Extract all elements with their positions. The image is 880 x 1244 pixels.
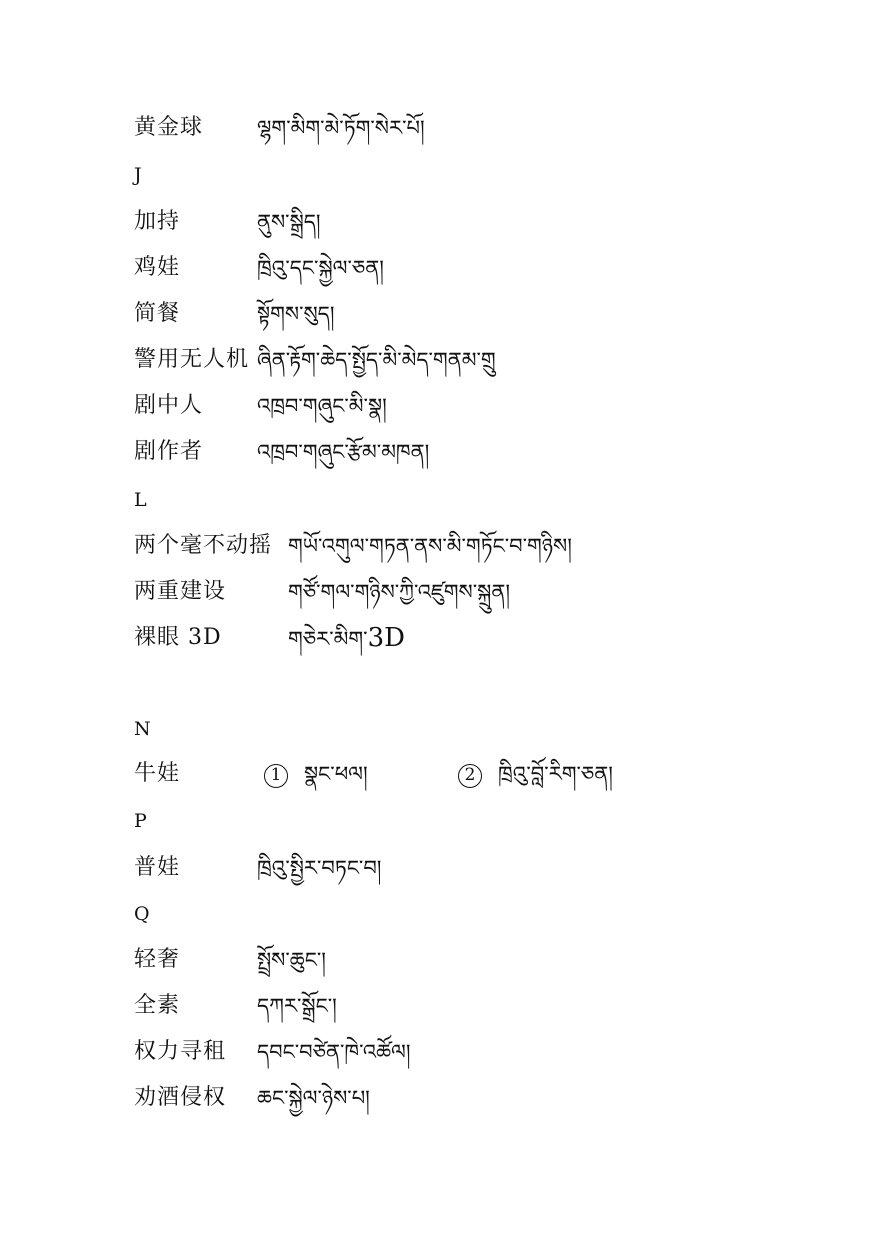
suffix-3d: 3D: [367, 623, 405, 653]
tibetan-translation: ཆང་སྐྱེལ་ཉེས་པ།: [257, 1086, 370, 1110]
section-letter-n: N: [134, 718, 151, 740]
tibetan-translation: གཡོ་འགུལ་གཏན་ནས་མི་གཏོང་བ་གཉིས།: [288, 534, 572, 558]
tibetan-translation: སྟོགས་སུད།: [257, 302, 335, 326]
chinese-term: 牛娃: [134, 761, 181, 786]
section-letter-q: Q: [134, 903, 150, 925]
tibetan-text: གཅེར་མིག་: [288, 627, 368, 651]
section-letter-j: J: [134, 164, 142, 186]
section-letter-l: L: [134, 489, 147, 511]
option-text: སྣང་ཕལ།: [304, 762, 368, 786]
chinese-term: 黄金球: [134, 115, 204, 140]
tibetan-translation: ཁྲིའུ་སྤྱིར་བཏང་བ།: [257, 856, 382, 880]
tibetan-translation: ལྷག་མིག་མེ་ཏོག་སེར་པོ།: [257, 116, 425, 140]
tibetan-translation: སྤྲོས་ཆུང་།: [257, 948, 326, 972]
tibetan-translation: དཀར་སྒྲོང་།: [257, 994, 337, 1018]
option-text: ཁྲིའུ་བློ་རིག་ཅན།: [498, 762, 613, 786]
circled-number-1: 1: [264, 764, 288, 788]
tibetan-translation: དབང་བཙེན་ཁེ་འཚོལ།: [257, 1040, 411, 1064]
chinese-term: 两重建设: [134, 579, 227, 604]
chinese-term: 两个毫不动摇: [134, 533, 273, 558]
chinese-term: 裸眼 3D: [134, 625, 222, 650]
tibetan-translation: གཙོ་གལ་གཉིས་ཀྱི་འཛུགས་སྐྲུན།: [288, 580, 510, 604]
chinese-term: 警用无人机: [134, 347, 250, 372]
chinese-term: 全素: [134, 993, 181, 1018]
chinese-term: 劝酒侵权: [134, 1085, 227, 1110]
translation-option-2: [458, 761, 613, 788]
chinese-term: 普娃: [134, 855, 181, 880]
chinese-term: 剧作者: [134, 439, 204, 464]
chinese-term: 轻奢: [134, 947, 181, 972]
chinese-term: 剧中人: [134, 393, 204, 418]
tibetan-translation: འཁྲབ་གཞུང་མི་སྣ།: [257, 394, 387, 418]
chinese-term: 简餐: [134, 301, 181, 326]
section-letter-p: P: [134, 810, 147, 832]
translation-option-1: [264, 761, 368, 788]
chinese-term: 加持: [134, 209, 181, 234]
chinese-term: 鸡娃: [134, 255, 181, 280]
tibetan-translation: ནུས་སྒྲིད།: [257, 210, 321, 234]
circled-number-2: 2: [458, 764, 482, 788]
tibetan-translation: ཞིན་རྟོག་ཆེད་སྤྱོད་མི་མེད་གནམ་གྲུ: [257, 348, 496, 372]
tibetan-translation: ཁྲིའུ་དང་སྐྱེལ་ཅན།: [257, 256, 384, 280]
chinese-term: 权力寻租: [134, 1039, 227, 1064]
tibetan-translation: འཁྲབ་གཞུང་རྩོམ་མཁན།: [257, 440, 430, 464]
tibetan-translation: [288, 618, 405, 659]
